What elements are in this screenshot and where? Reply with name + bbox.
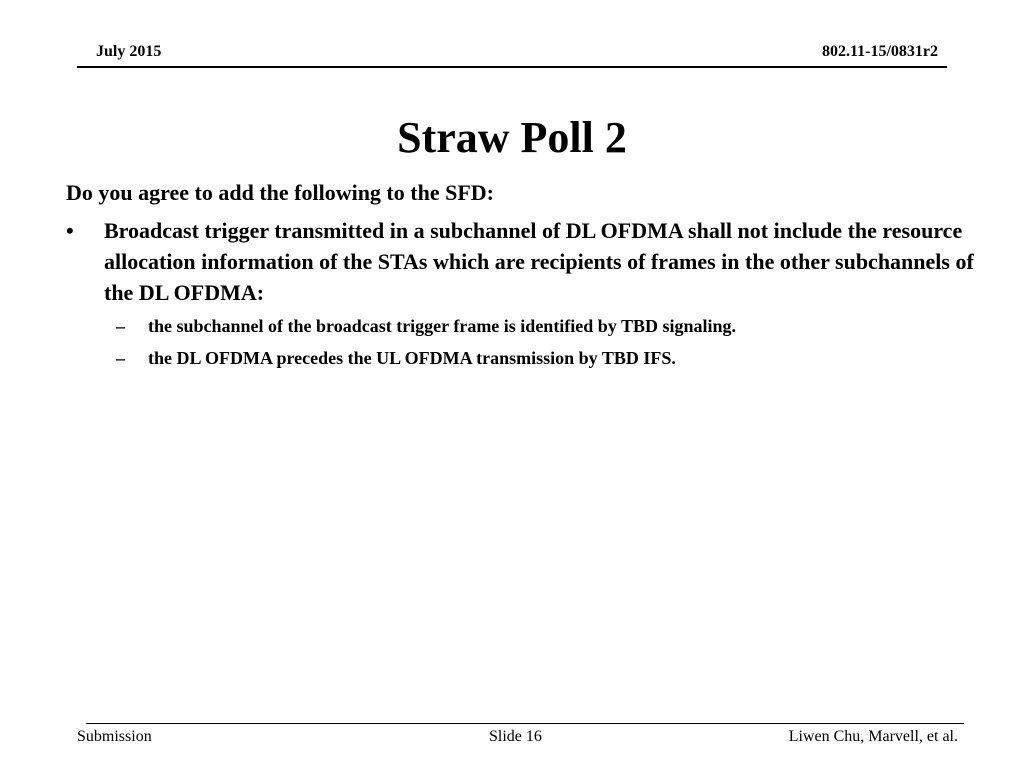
footer-divider	[86, 723, 964, 724]
slide-title: Straw Poll 2	[397, 113, 627, 162]
sub-bullet-marker: –	[116, 316, 125, 336]
footer-slide-number: Slide 16	[489, 728, 542, 745]
slide-intro: Do you agree to add the following to the SFD:	[66, 180, 494, 205]
bullet-text: Broadcast trigger transmitted in a subchannel of DL OFDMA shall not include the resource allocation information of the STAs which are recipients of frames in the other subchannels of the DL OFDMA:	[104, 218, 974, 305]
sub-bullet-text: the DL OFDMA precedes the UL OFDMA transmission by TBD IFS.	[148, 348, 676, 368]
header-date: July 2015	[96, 43, 162, 60]
header-doc-number: 802.11-15/0831r2	[822, 43, 938, 60]
bullet-marker: •	[66, 218, 74, 243]
sub-bullet-text: the subchannel of the broadcast trigger frame is identified by TBD signaling.	[148, 316, 737, 336]
footer-authors: Liwen Chu, Marvell, et al.	[788, 728, 958, 745]
sub-bullet-marker: –	[116, 348, 125, 368]
footer-submission: Submission	[77, 728, 152, 745]
header-divider	[77, 66, 947, 68]
